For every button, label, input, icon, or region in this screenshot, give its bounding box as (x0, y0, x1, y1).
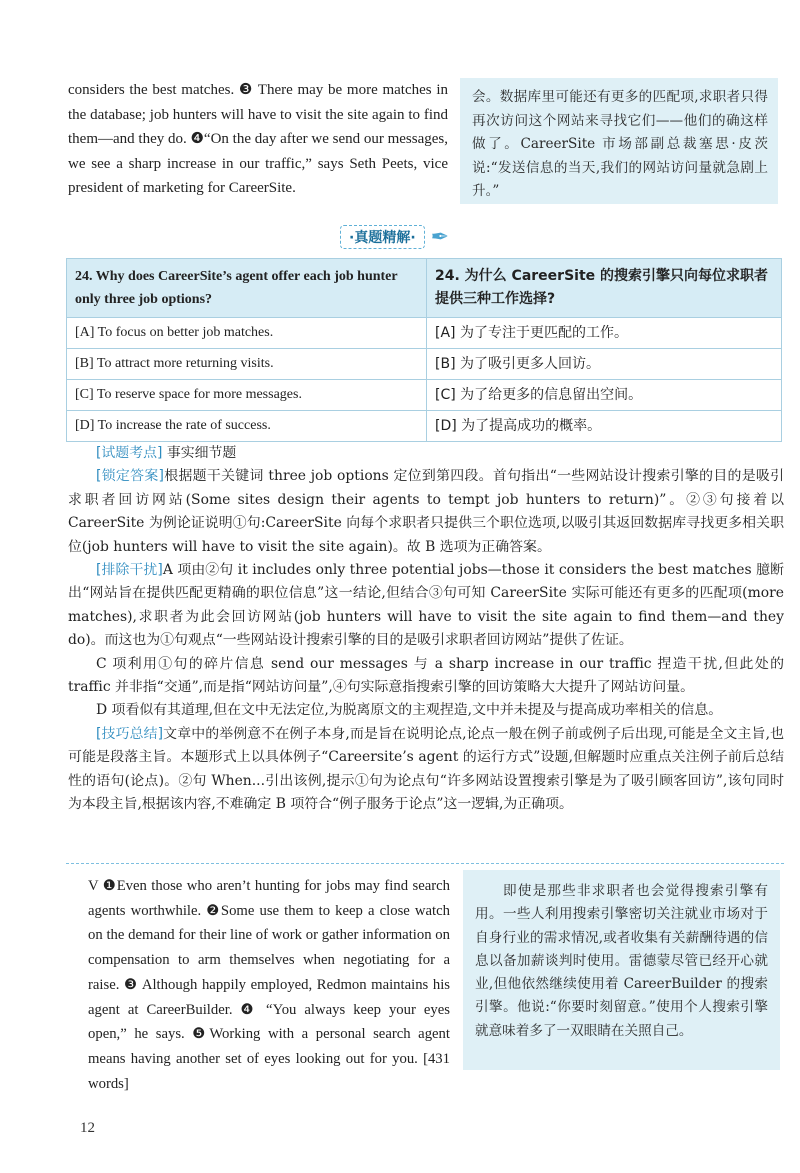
question-stem-chinese: 24. 为什么 CareerSite 的搜索引擎只向每位求职者提供三种工作选择? (427, 259, 782, 318)
answer-tag: [锁定答案] (96, 468, 164, 485)
skill-tag: [技巧总结] (96, 725, 164, 742)
section-heading (340, 226, 449, 248)
option-row (67, 318, 782, 349)
bottom-english-passage (88, 874, 450, 1096)
kaodian-tag: [试题考点] (96, 445, 163, 461)
option-row (67, 380, 782, 411)
distract-tag: [排除干扰] (96, 562, 163, 579)
bottom-chinese-text: 即使是那些非求职者也会觉得搜索引擎有用。一些人利用搜索引擎密切关注就业市场对于自身行业的需求情况,或者收集有关薪酬待遇的信息以备加薪谈判时使用。雷德蒙尽管已经开心就业,但他依然继续使用着 CareerBuilder 的搜索引擎。他说:“你要时刻留意。”使用个人搜索引擎就意味着多了一双眼睛在关照自己。 (475, 883, 768, 1039)
top-chinese-text: 会。数据库里可能还有更多的匹配项,求职者只得再次访问这个网站来寻找它们——他们的确这样做了。CareerSite 市场部副总裁塞思·皮茨说:“发送信息的当天,我们的网站访问量就急剧上升。” (472, 89, 768, 199)
section-heading-title: ·真题精解· (340, 225, 425, 249)
quill-icon: ✒ (430, 224, 450, 250)
option-d-chinese: [D] 为了提高成功的概率。 (427, 411, 782, 442)
option-a-english: [A] To focus on better job matches. (67, 318, 427, 349)
top-english-text: considers the best matches. ❸ There may be more matches in the database; job hunters will have to visit the site again to find them—and they do. ❹“On the day after we send our messages, we see a sharp increase in our traffic,” says Seth Peets, vice president of marketing for CareerSite. (68, 82, 449, 196)
kaodian-text: 事实细节题 (166, 445, 237, 461)
analysis-skill (68, 723, 784, 817)
analysis-answer (68, 465, 784, 559)
question-table (66, 258, 782, 442)
analysis-option-c: C 项利用①句的碎片信息 send our messages 与 a sharp increase in our traffic 捏造干扰,但此处的 traffic 并非指“交通”,而是指“网站访问量”,④句实际意指搜索引擎的回访策略大大提升了网站访问量。 (68, 655, 784, 696)
question-stem-english: 24. Why does CareerSite’s agent offer each job hunter only three job options? (67, 259, 427, 318)
bottom-english-text: V ❶Even those who aren’t hunting for jobs may find search agents worthwhile. ❷Some use them to keep a close watch on the demand for their line of work or gather information on compensation to arm themselves when negotiating for a raise. ❸ Although happily employed, Redmon maintains his agent at CareerBuilder. ❹ “You always keep your eyes open,” he says. ❺Working with a personal search agent means having another set of eyes looking out for you. [431 words] (88, 878, 450, 1092)
option-row (67, 349, 782, 380)
section-divider (66, 863, 784, 864)
option-d-english: [D] To increase the rate of success. (67, 411, 427, 442)
analysis-kaodian (68, 442, 784, 465)
analysis-section (68, 442, 784, 817)
distract-text: A 项由②句 it includes only three potential jobs—those it considers the best matches 臆断出“网站旨在提供匹配更精确的职位信息”这一结论,但结合③句可知 CareerSite 实际可能还有更多的匹配项(more matches),求职者为此会回访网站(job hunters will have to visit the site again to find them—and they do)。而这也为①句观点“一些网站设计搜索引擎的目的是吸引求职者回访网站”提供了佐证。 (68, 562, 784, 649)
option-b-english: [B] To attract more returning visits. (67, 349, 427, 380)
option-c-english: [C] To reserve space for more messages. (67, 380, 427, 411)
question-stem-row (67, 259, 782, 318)
option-row (67, 411, 782, 442)
bottom-chinese-translation-box (463, 870, 780, 1070)
option-c-chinese: [C] 为了给更多的信息留出空间。 (427, 380, 782, 411)
top-english-passage (68, 78, 448, 201)
analysis-option-d: D 项看似有其道理,但在文中无法定位,为脱离原文的主观捏造,文中并未提及与提高成功率相关的信息。 (96, 702, 723, 719)
top-chinese-translation-box (460, 78, 778, 204)
option-b-chinese: [B] 为了吸引更多人回访。 (427, 349, 782, 380)
page-number: 12 (80, 1120, 95, 1136)
answer-text: 根据题干关键词 three job options 定位到第四段。首句指出“一些网站设计搜索引擎的目的是吸引求职者回访网站(Some sites design their agents to tempt job hunters to return)”。②③句接着以 CareerSite 为例论证说明①句:CareerSite 向每个求职者只提供三个职位选项,以吸引其返回数据库寻找更多相关职位(job hunters will have to visit the site again)。故 B 选项为正确答案。 (68, 468, 785, 555)
analysis-distractor (68, 559, 784, 653)
skill-text: 文章中的举例意不在例子本身,而是旨在说明论点,论点一般在例子前或例子后出现,可能是全文主旨,也可能是段落主旨。本题形式上以具体例子“Careersite’s agent 的运行方式”设题,但解题时应重点关注例子前后总结性的语句(论点)。②句 When...引出该例,提示①句为论点句“许多网站设置搜索引擎是为了吸引顾客回访”,该句同时为本段主旨,根据该内容,不难确定 B 项符合“例子服务于论点”这一逻辑,为正确项。 (68, 725, 784, 813)
option-a-chinese: [A] 为了专注于更匹配的工作。 (427, 318, 782, 349)
